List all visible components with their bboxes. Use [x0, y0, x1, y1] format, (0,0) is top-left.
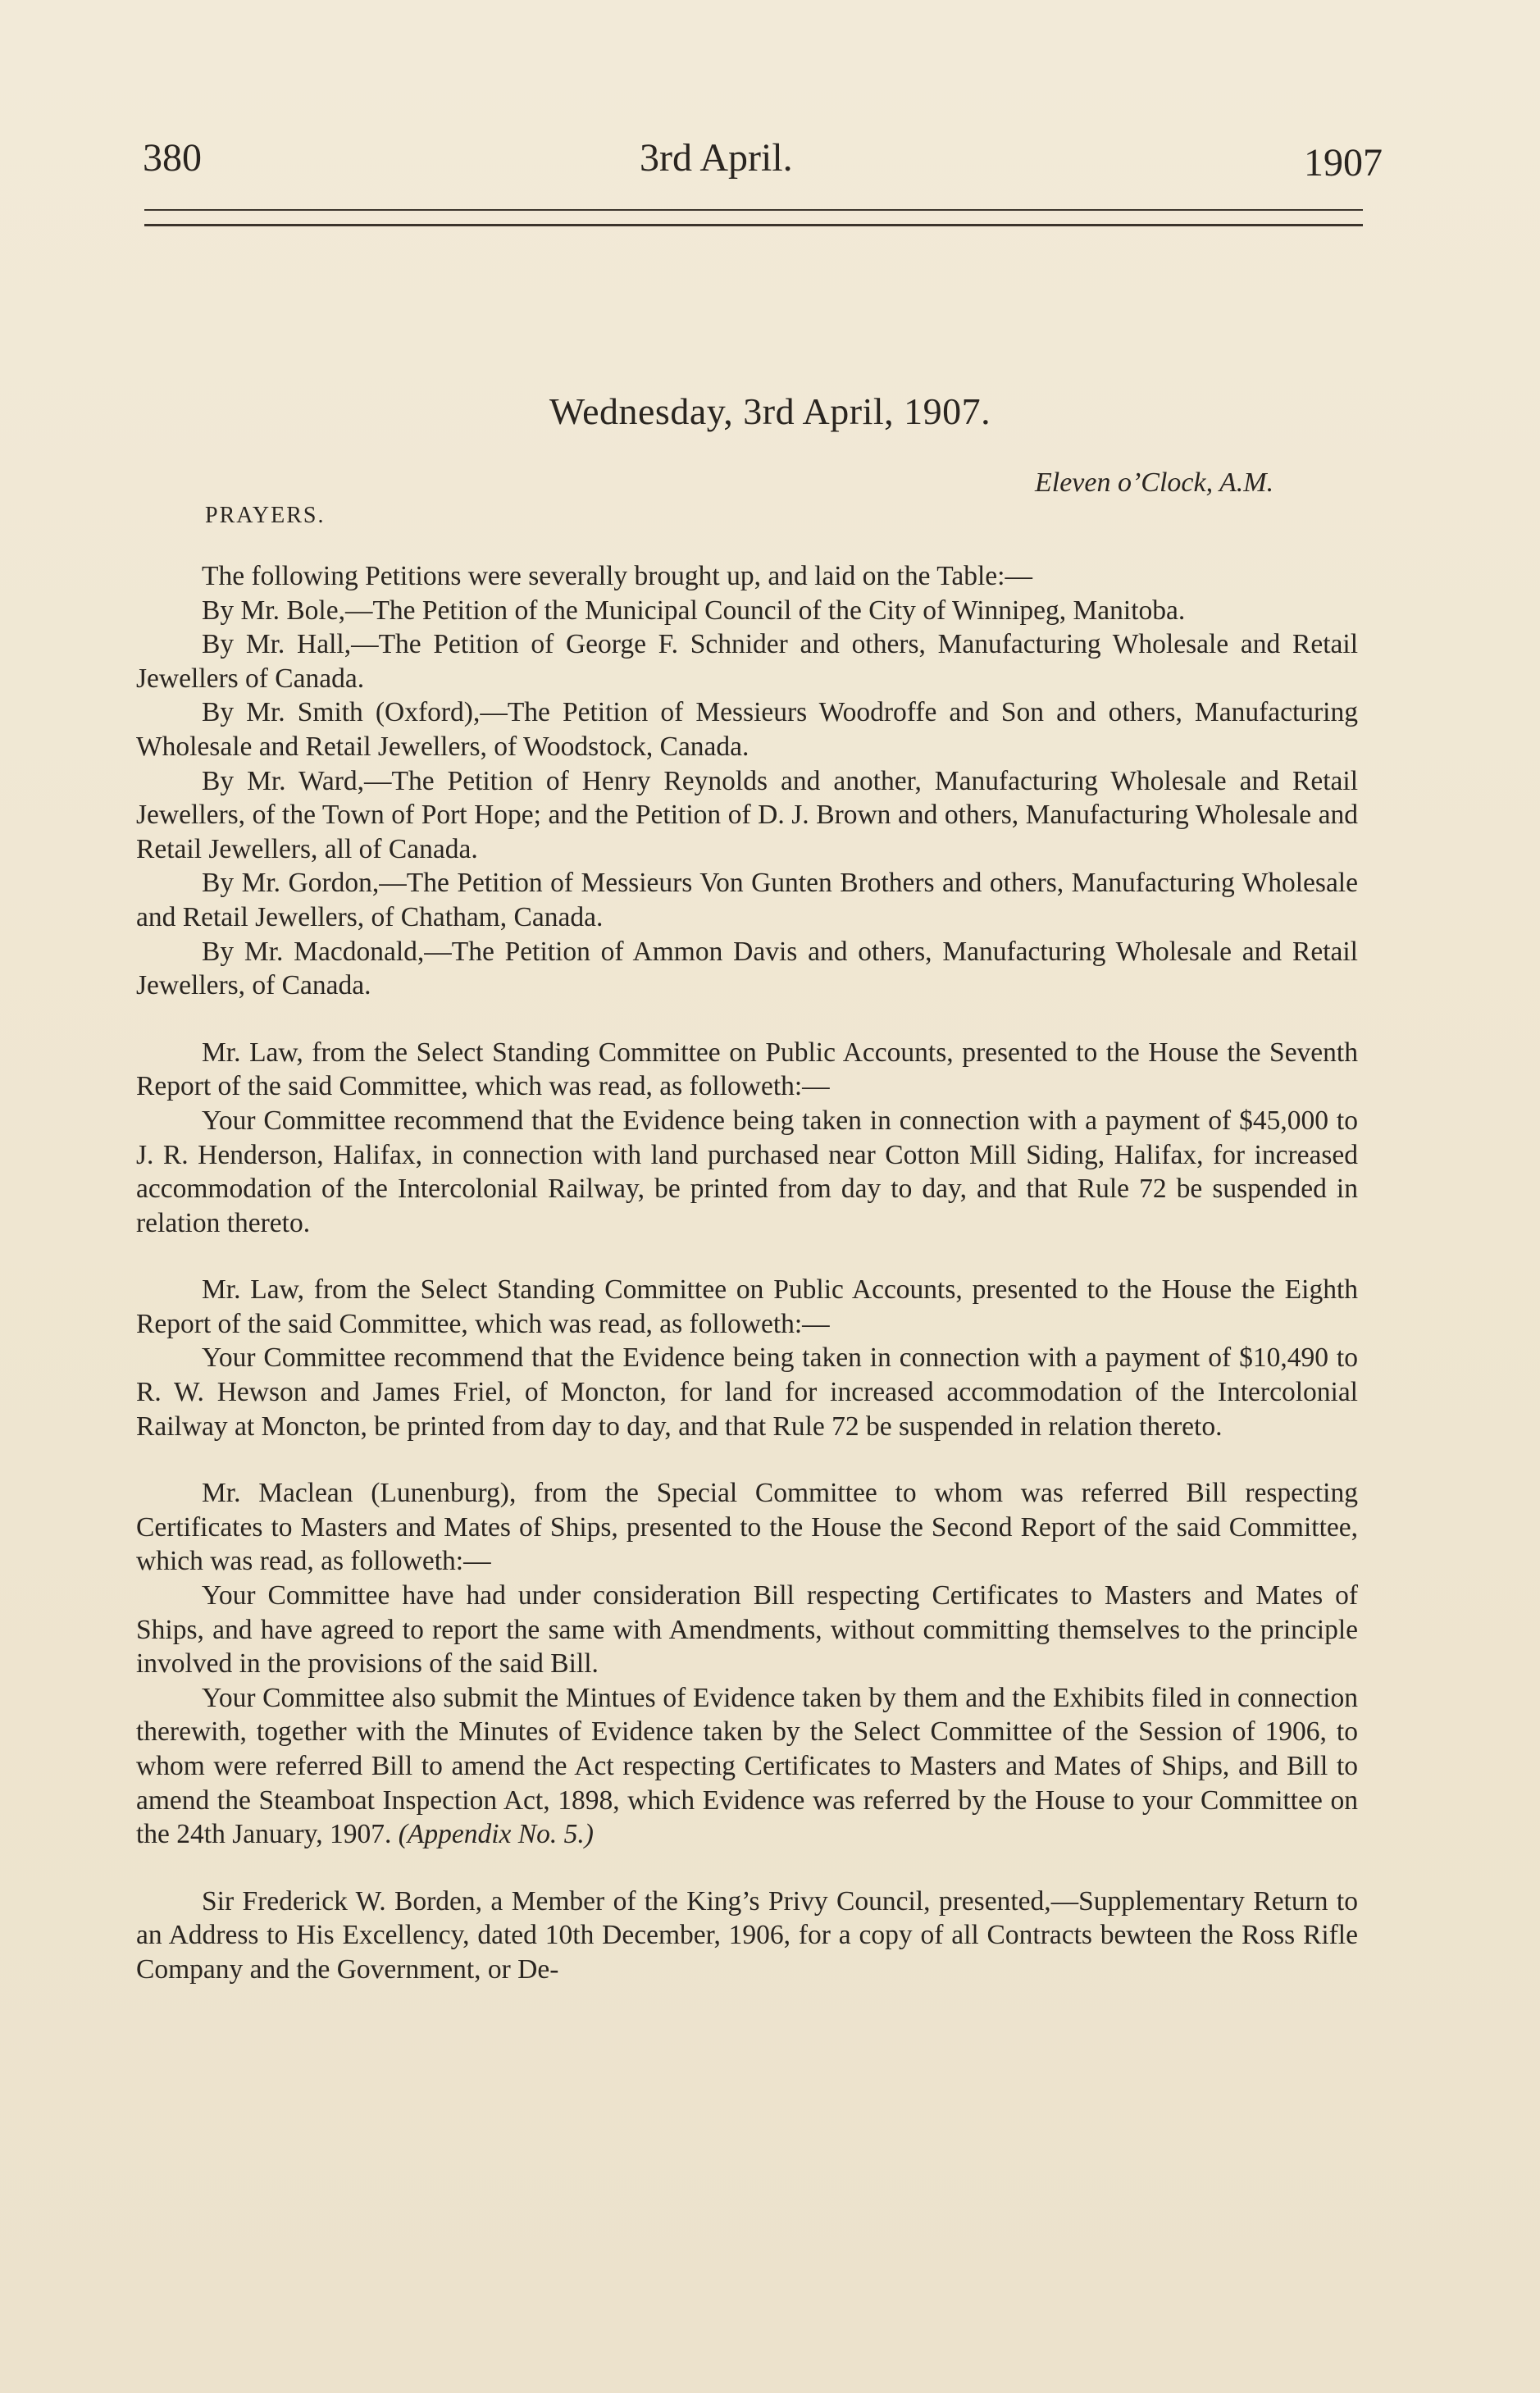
petition-item: By Mr. Ward,—The Petition of Henry Reynolds and another, Manufacturing Wholesale and Retail Jewellers, of the Town of Port Hope; and the Petition of D. J. Brown and others, Manufacturing Wholesale and Retail Jewellers, all of Canada.	[136, 765, 1358, 864]
header-rule-bottom	[144, 224, 1363, 226]
page-header	[139, 135, 1383, 193]
appendix-reference: (Appendix No. 5.)	[398, 1819, 594, 1850]
petition-item: By Mr. Smith (Oxford),—The Petition of Messieurs Woodroffe and Son and others, Manufacturing Wholesale and Retail Jewellers, of Woodstock, Canada.	[136, 697, 1358, 762]
petition-item: By Mr. Hall,—The Petition of George F. Schnider and others, Manufacturing Wholesale and Retail Jewellers of Canada.	[136, 629, 1358, 694]
seventh-report-body: Your Committee recommend that the Evidence being taken in connection with a payment of $45,000 to J. R. Henderson, Halifax, in connection with land purchased near Cotton Mill Siding, Halifax, for increased accommodation of the Intercolonial Railway, be printed from day to day, and that Rule 72 be suspended in relation thereto.	[136, 1105, 1358, 1238]
seventh-report-intro: Mr. Law, from the Select Standing Committee on Public Accounts, presented to the House the Seventh Report of the said Committee, which was read, as followeth:—	[136, 1037, 1358, 1102]
second-report-evidence	[136, 1681, 1358, 1852]
proceedings-body	[136, 559, 1358, 1987]
header-date: 3rd April.	[640, 136, 793, 180]
second-report-evidence-text: Your Committee also submit the Mintues of Evidence taken by them and the Exhibits filed in connection therewith, together with the Minutes of Evidence taken by the Select Committee of the Session of 1906, to whom were referred Bill to amend the Act respecting Certificates to Masters and Mates of Ships, and Bill to amend the Steamboat Inspection Act, 1898, which Evidence was referred by the House to your Committee on the 24th January, 1907.	[136, 1682, 1358, 1850]
header-rule-top	[144, 209, 1363, 211]
petition-item: By Mr. Bole,—The Petition of the Municipal Council of the City of Winnipeg, Manitoba.	[202, 595, 1186, 626]
header-year: 1907	[1304, 141, 1383, 185]
petition-item: By Mr. Macdonald,—The Petition of Ammon Davis and others, Manufacturing Wholesale and Retail Jewellers, of Canada.	[136, 936, 1358, 1001]
page-number: 380	[143, 136, 202, 180]
day-heading: Wednesday, 3rd April, 1907.	[549, 390, 991, 432]
eighth-report-body: Your Committee recommend that the Evidence being taken in connection with a payment of $10,490 to R. W. Hewson and James Friel, of Moncton, for land for increased accommodation of the Intercolonial Railway at Moncton, be printed from day to day, and that Rule 72 be suspended in relation thereto.	[136, 1342, 1358, 1442]
prayers-label: PRAYERS.	[205, 503, 326, 528]
eighth-report-intro: Mr. Law, from the Select Standing Committee on Public Accounts, presented to the House the Eighth Report of the said Committee, which was read, as followeth:—	[136, 1274, 1358, 1339]
second-report-body: Your Committee have had under consideration Bill respecting Certificates to Masters and Mates of Ships, and have agreed to report the same with Amendments, without committing themselves to the principle involved in the provisions of the said Bill.	[136, 1580, 1358, 1680]
sitting-time: Eleven o’Clock, A.M.	[1035, 467, 1274, 498]
petition-item: By Mr. Gordon,—The Petition of Messieurs Von Gunten Brothers and others, Manufacturing Wholesale and Retail Jewellers, of Chatham, Canada.	[136, 868, 1358, 932]
second-report-intro: Mr. Maclean (Lunenburg), from the Special Committee to whom was referred Bill respecting Certificates to Masters and Mates of Ships, presented to the House the Second Report of the said Committee, which was read, as followeth:—	[136, 1478, 1358, 1577]
petitions-intro: The following Petitions were severally brought up, and laid on the Table:—	[202, 561, 1032, 591]
borden-return: Sir Frederick W. Borden, a Member of the King’s Privy Council, presented,—Supplementary Return to an Address to His Excellency, dated 10th December, 1906, for a copy of all Contracts bewteen the Ross Rifle Company and the Government, or De-	[136, 1885, 1358, 1985]
